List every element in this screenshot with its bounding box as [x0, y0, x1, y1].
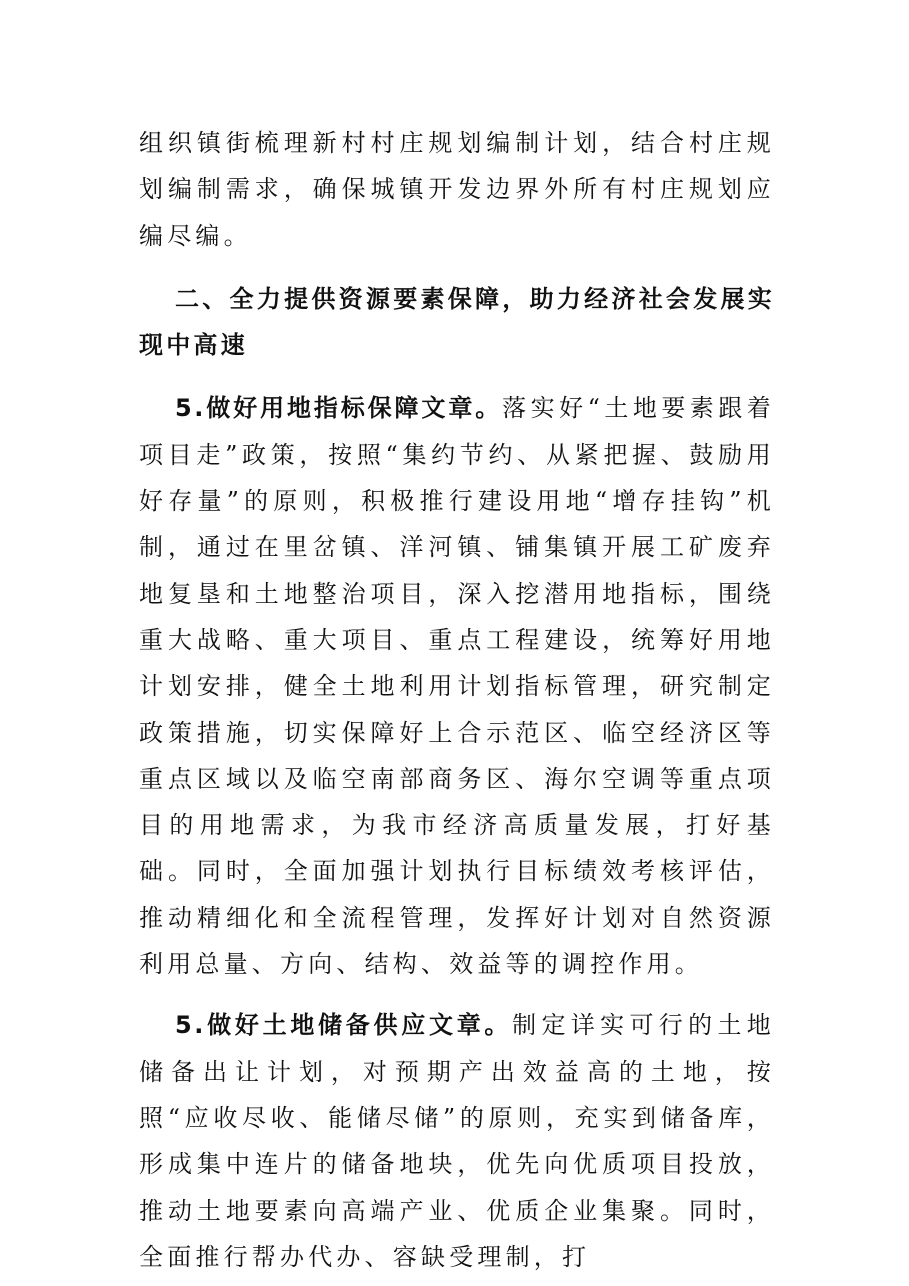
paragraph-land-reserve — [139, 1002, 775, 1280]
section-heading: 二、全力提供资源要素保障，助力经济社会发展实现中高速 — [139, 284, 775, 360]
paragraph-land-reserve-body: 制定详实可行的土地储备出让计划，对预期产出效益高的土地，按照“应收尽收、能储尽储”的原则，充实到储备库，形成集中连片的储备地块，优先向优质项目投放，推动土地要素向高端产业、优质企业集聚。同时，全面推行帮办代办、容缺受理制，打 — [139, 1011, 775, 1271]
paragraph-land-quota-lead: 5.做好用地指标保障文章。 — [175, 394, 503, 423]
document-body — [139, 120, 775, 1280]
paragraph-land-reserve-lead: 5.做好土地储备供应文章。 — [175, 1011, 513, 1040]
paragraph-intro: 组织镇街梳理新村村庄规划编制计划，结合村庄规划编制需求，确保城镇开发边界外所有村庄规划应编尽编。 — [139, 129, 775, 250]
paragraph-land-quota-body: 落实好“土地要素跟着项目走”政策，按照“集约节约、从紧把握、鼓励用好存量”的原则，积极推行建设用地“增存挂钩”机制，通过在里岔镇、洋河镇、铺集镇开展工矿废弃地复垦和土地整治项目，深入挖潜用地指标，围绕重大战略、重大项目、重点工程建设，统筹好用地计划安排，健全土地利用计划指标管理，研究制定政策措施，切实保障好上合示范区、临空经济区等重点区域以及临空南部商务区、海尔空调等重点项目的用地需求，为我市经济高质量发展，打好基础。同时，全面加强计划执行目标绩效考核评估，推动精细化和全流程管理，发挥好计划对自然资源利用总量、方向、结构、效益等的调控作用。 — [139, 394, 775, 979]
paragraph-land-quota — [139, 385, 775, 987]
